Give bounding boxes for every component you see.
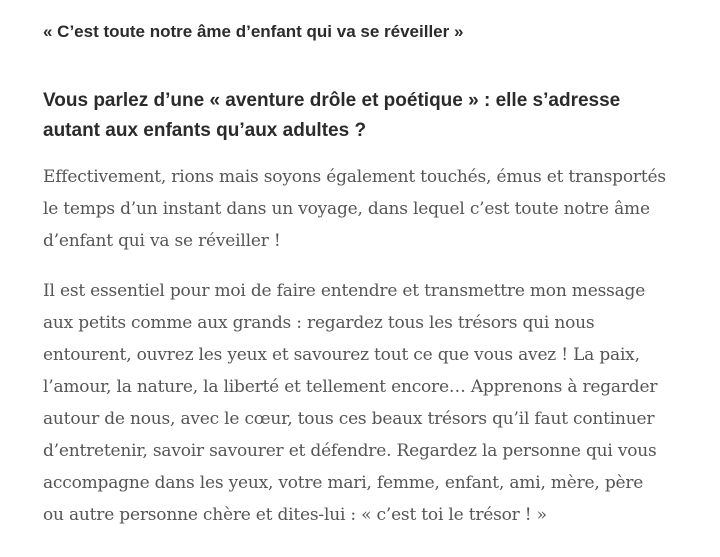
paragraph-line: entourent, ouvrez les yeux et savourez tout ce que vous avez ! La paix,: [43, 345, 640, 365]
paragraph-line: ou autre personne chère et dites-lui : « c’est toi le trésor ! »: [43, 505, 547, 525]
paragraph-line: autour de nous, avec le cœur, tous ces beaux trésors qu’il faut continuer: [43, 409, 655, 429]
article-subtitle: « C’est toute notre âme d’enfant qui va se réveiller »: [43, 22, 464, 41]
question-line: Vous parlez d’une « aventure drôle et poétique » : elle s’adresse: [43, 90, 621, 111]
paragraph-line: Effectivement, rions mais soyons également touchés, émus et transportés: [43, 167, 666, 187]
interview-question: [43, 86, 708, 146]
paragraph-line: le temps d’un instant dans un voyage, dans lequel c’est toute notre âme: [43, 199, 650, 219]
paragraph-line: d’entretenir, savoir savourer et défendre. Regardez la personne qui vous: [43, 441, 657, 461]
paragraph-line: Il est essentiel pour moi de faire entendre et transmettre mon message: [43, 281, 646, 301]
question-line: autant aux enfants qu’aux adultes ?: [43, 120, 367, 141]
paragraph-line: accompagne dans les yeux, votre mari, femme, enfant, ami, mère, père: [43, 473, 644, 493]
answer-paragraph-2: [43, 275, 708, 531]
paragraph-line: d’enfant qui va se réveiller !: [43, 231, 281, 251]
paragraph-line: l’amour, la nature, la liberté et tellement encore… Apprenons à regarder: [43, 377, 658, 397]
paragraph-line: aux petits comme aux grands : regardez tous les trésors qui nous: [43, 313, 595, 333]
answer-paragraph-1: [43, 161, 708, 257]
